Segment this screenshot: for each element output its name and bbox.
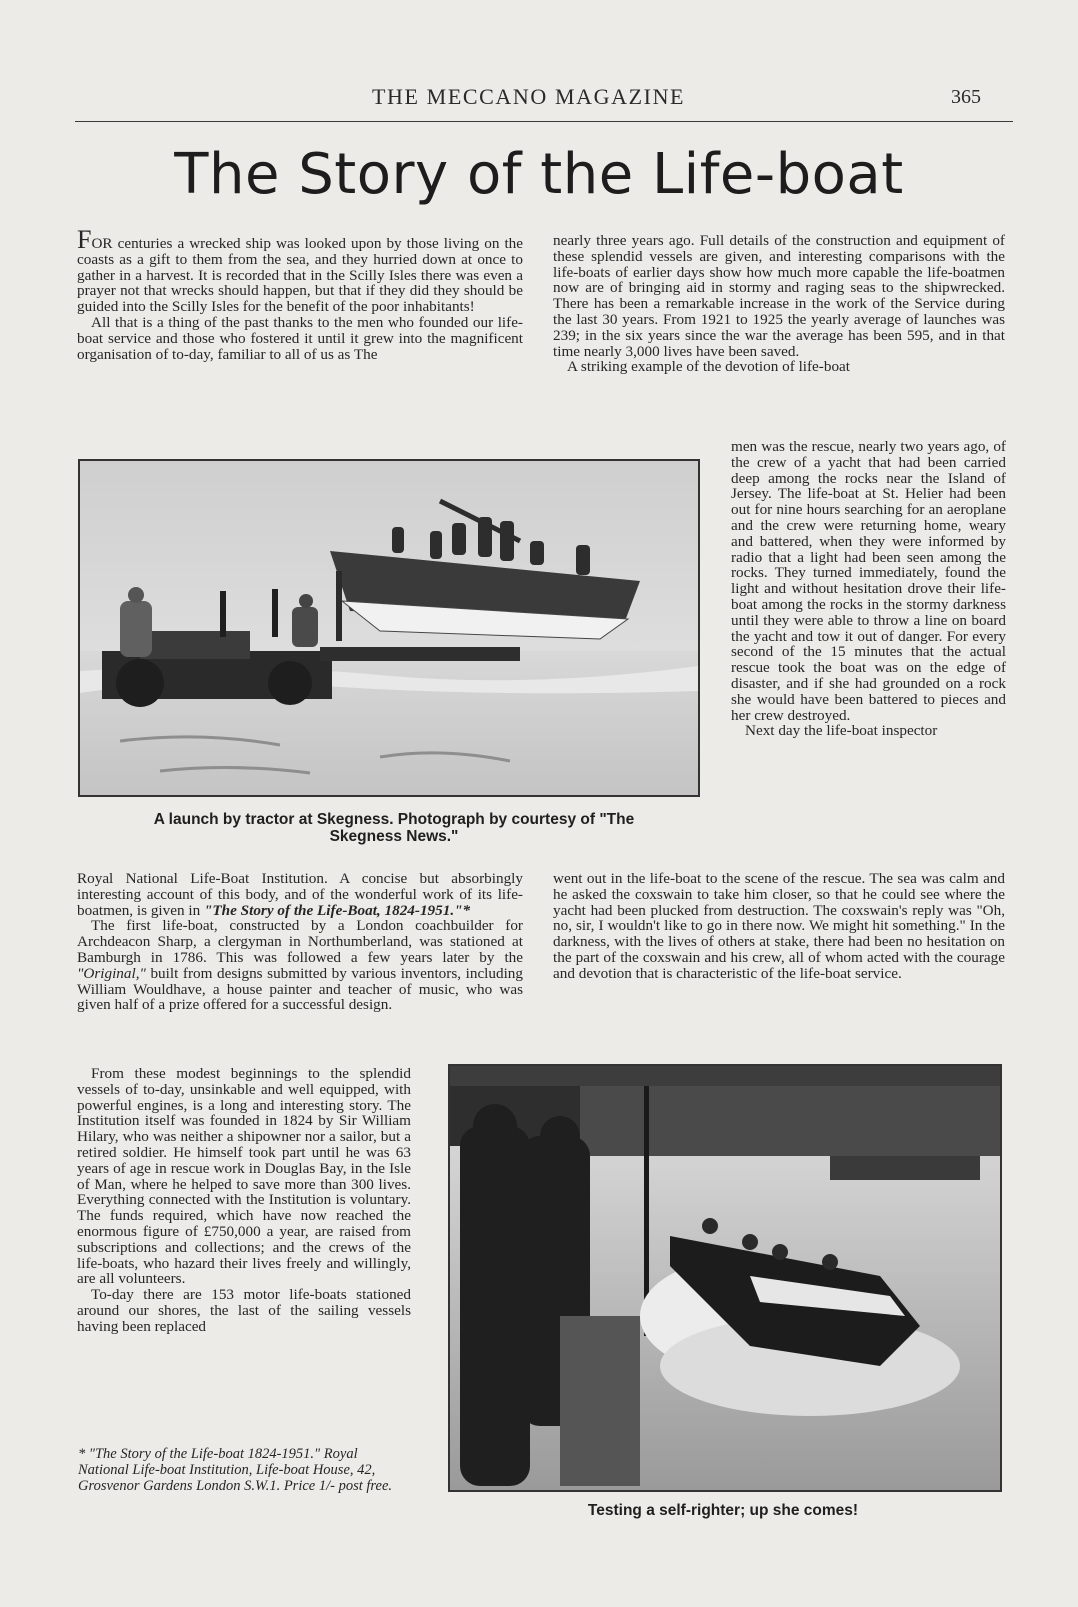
tractor-launch-image — [80, 461, 698, 795]
right-column-wrap — [731, 439, 1006, 739]
running-head: THE MECCANO MAGAZINE — [372, 84, 686, 109]
article-title: The Story of the Life-boat — [174, 142, 904, 207]
paragraph-text: built from designs submitted by various inventors, including William Wouldhave, a house painter and teacher of music, who was given half of a prize offered for a successful design. — [77, 964, 523, 1014]
paragraph: nearly three years ago. Full details of the construction and equipment of these splendid vessels are given, and interesting comparisons with the life-boats of earlier days show how much more capable the life-boatmen now are of bringing aid in stormy and raging seas to the shipwrecked. There has been a remarkable increase in the work of the Service during the last 30 years. From 1921 to 1925 the yearly average of launches was 239; in the six years since the war the average has been 595, and in that time nearly 3,000 lives have been saved. — [553, 232, 1005, 360]
paragraph-text: The first life-boat, constructed by a London coachbuilder for Archdeacon Sharp, a clergyman in Northumberland, was stationed at Bamburgh in 1786. This was followed a few years later by the — [77, 917, 523, 966]
photo-caption-top — [78, 811, 710, 845]
footnote: * "The Story of the Life-boat 1824-1951." Royal National Life-boat Institution, Life-boat House, 42, Grosvenor Gardens London S.W.1. Price 1/- post free. — [78, 1446, 393, 1494]
paragraph: To-day there are 153 motor life-boats stationed around our shores, the last of the sailing vessels having been replaced — [77, 1286, 411, 1335]
paragraph — [77, 918, 523, 1013]
photo-tractor-launch — [78, 459, 700, 797]
page-number: 365 — [951, 86, 981, 108]
paragraph-text: Royal National Life-Boat Institution. A concise but absorbingly interesting account of this body, and of the wonderful work of its life-boatmen, is given in — [77, 870, 523, 919]
caption-line: A launch by tractor at Skegness. Photograph by courtesy of "The — [153, 811, 635, 828]
paragraph-start: Next day the life-boat inspector — [745, 722, 938, 740]
self-righter-image — [450, 1066, 1000, 1490]
left-column-bottom — [77, 871, 523, 1013]
left-column-narrow — [77, 1066, 411, 1335]
paragraph: All that is a thing of the past thanks to the men who founded our life-boat service and those who fostered it until it grew into the magnificent organisation of to-day, familiar to all of us as The — [77, 313, 523, 363]
right-column-bottom — [553, 871, 1005, 982]
right-column-top — [553, 233, 1005, 375]
paragraph — [77, 871, 523, 918]
photo-caption-bottom: Testing a self-righter; up she comes! — [587, 1502, 859, 1519]
intro-text: OR centuries a wrecked ship was looked upon by those living on the coasts as a gift to them from the sea, and they hurried down at once to gather in a harvest. It is recorded that in the Scilly Isles there was even a prayer not that wrecks should happen, but that if they did they should be guided into the Scilly Isles for the benefit of the poor inhabitants! — [77, 235, 523, 316]
header-rule — [75, 121, 1013, 122]
intro-paragraph — [77, 225, 523, 316]
boat-name: "Original," — [77, 964, 146, 982]
paragraph-wrap: men was the rescue, nearly two years ago, of the crew of a yacht that had been carried deep among the rocks near the Island of Jersey. The life-boat at St. Helier had been out for nine hours searching for an aeroplane and the crew were returning home, weary and battered, when they were informed by radio that a light had been seen among the rocks. They turned immediately, found the light and without hesitation drove their life-boat among the rocks in the stormy darkness until they were able to throw a line on board the yacht and tow it out of danger. For every second of the 15 minutes that the actual rescue took the boat was on the edge of disaster, and if she had grounded on a rock she would have been battered to pieces and her crew destroyed. — [731, 438, 1006, 724]
paragraph: From these modest beginnings to the splendid vessels of to-day, unsinkable and well equipped, with powerful engines, is a long and interesting story. The Institution itself was founded in 1824 by Sir William Hilary, who was neither a shipowner nor a sailor, but a retired soldier. He himself took part until he was 63 years of age in rescue work in Douglas Bay, in the Isle of Man, where he helped to save more than 300 lives. Everything connected with the Institution is voluntary. The funds required, which have now reached the enormous figure of £750,000 a year, are raised from subscriptions and collections; and the crews of the life-boats, who hazard their lives freely and willingly, are all volunteers. — [77, 1065, 411, 1288]
caption-line: Skegness News." — [329, 828, 459, 845]
book-title: "The Story of the Life-Boat, 1824-1951."* — [203, 901, 471, 919]
paragraph-start: A striking example of the devotion of life-boat — [567, 358, 851, 376]
drop-cap: F — [77, 225, 92, 254]
left-column-top — [77, 225, 523, 363]
paragraph: went out in the life-boat to the scene of the rescue. The sea was calm and he asked the coxswain to take him closer, so that he could see where the yacht had been plucked from destruction. The coxswain's reply was "Oh, no, sir, I wouldn't like to go in there now. We might hit something." In the darkness, with the lives of others at stake, there had been no hesitation on the part of the coxswain and his crew, all of whom acted with the courage and devotion that is characteristic of the life-boat service. — [553, 870, 1005, 982]
photo-self-righter — [448, 1064, 1002, 1492]
